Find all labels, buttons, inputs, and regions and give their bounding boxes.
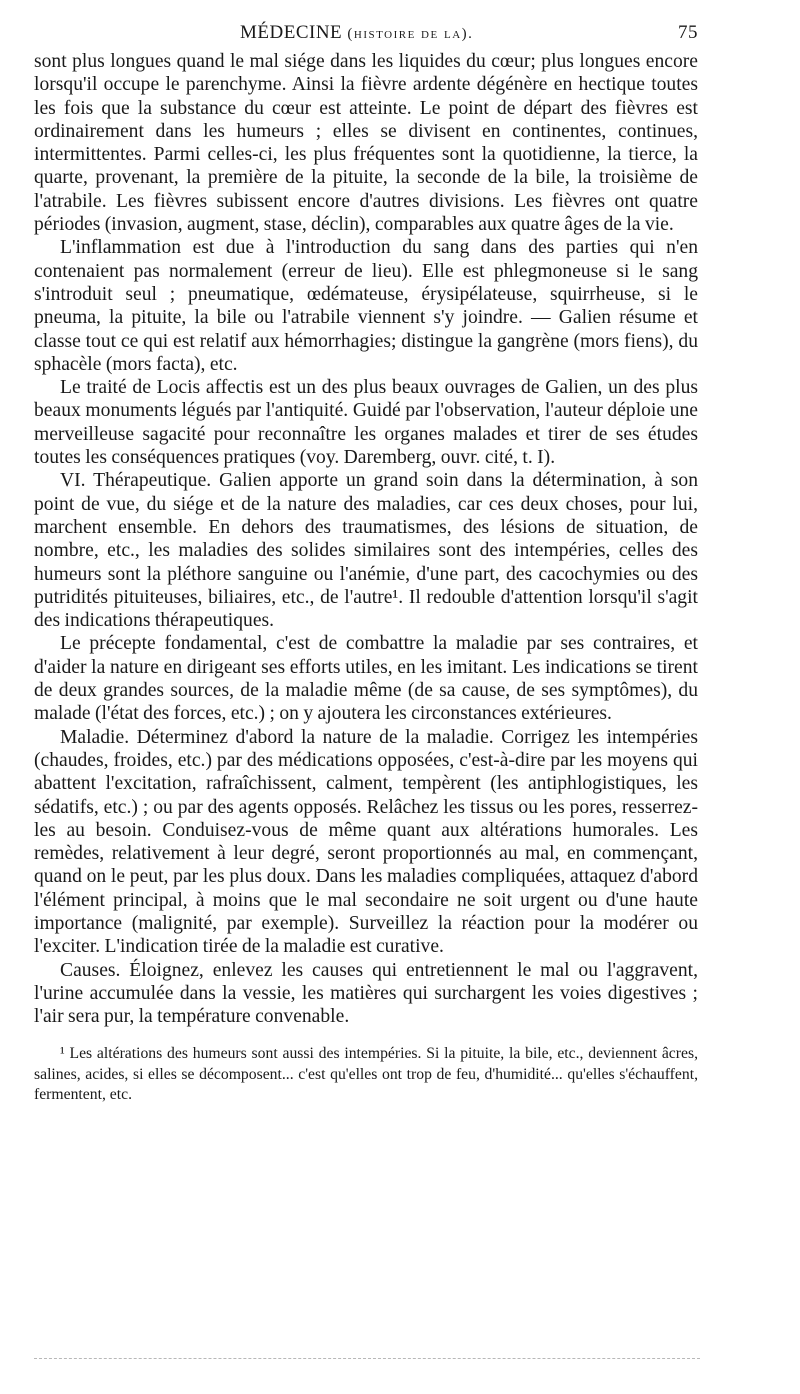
running-header	[34, 22, 698, 50]
header-title: MÉDECINE	[240, 22, 343, 43]
paragraph-precepte: Le précepte fondamental, c'est de combattre la maladie par ses contraires, et d'aider la nature en dirigeant ses efforts utiles, en les imitant. Les indications se tirent de deux grandes sources, de la maladie même (de sa cause, de ses symptômes), du malade (l'état des forces, etc.) ; on y ajoutera les circonstances extérieures.	[34, 633, 698, 725]
paragraph-locis-affectis: Le traité de Locis affectis est un des plus beaux ouvrages de Galien, un des plus beaux monuments légués par l'antiquité. Guidé par l'observation, l'auteur déploie une merveilleuse sagacité pour reconnaître les organes malades et tirer de ses études toutes les conséquences pratiques (voy. Daremberg, ouvr. cité, t. I).	[34, 377, 698, 469]
paragraph-maladie: Maladie. Déterminez d'abord la nature de la maladie. Corrigez les intempéries (chaudes, froides, etc.) par des médications opposées, c'est-à-dire par les moyens qui abattent l'excitation, rafraîchissent, calment, tempèrent (les antiphlogistiques, les sédatifs, etc.) ; ou par des agents opposés. Relâchez les tissus ou les pores, resserrez-les au besoin. Conduisez-vous de même quant aux altérations humorales. Les remèdes, relativement à leur degré, seront proportionnés au mal, en commençant, quand on le peut, par les plus doux. Dans les maladies compliquées, attaquez d'abord l'élément principal, à moins que le mal secondaire ne soit urgent ou d'une haute importance (malignité, par exemple). Surveillez la réaction pour la modérer ou l'exciter. L'indication tirée de la maladie est curative.	[34, 726, 698, 958]
footnote: ¹ Les altérations des humeurs sont aussi des intempéries. Si la pituite, la bile, etc., deviennent âcres, salines, acides, si elles se décomposent... c'est qu'elles ont trop de feu, d'humidité... qu'elles s'échauffent, fermentent, etc.	[34, 1045, 698, 1104]
body-text	[34, 50, 698, 1028]
paragraph-therapeutique: VI. Thérapeutique. Galien apporte un grand soin dans la détermination, à son point de vue, du siége et de la nature des maladies, car ces deux choses, pour lui, marchent ensemble. En dehors des traumatismes, des lésions de situation, de nombre, etc., les maladies des solides similaires sont des intempéries, celles des humeurs sont la pléthore sanguine ou l'anémie, d'une part, des cacochymies ou des putridités pituiteuses, biliaires, etc., de l'autre¹. Il redouble d'attention lorsqu'il s'agit des indications thérapeutiques.	[34, 470, 698, 632]
paragraph-inflammation: L'inflammation est due à l'introduction du sang dans des parties qui n'en contenaient pas normalement (erreur de lieu). Elle est phlegmoneuse si le sang s'introduit seul ; pneumatique, œdémateuse, érysipélateuse, squirrheuse, si le pneuma, la pituite, la bile ou l'atrabile viennent s'y joindre. — Galien résume et classe tout ce qui est relatif aux hémorrhagies; distingue la gangrène (mors fiens), du sphacèle (mors facta), etc.	[34, 237, 698, 375]
header-title-group	[240, 22, 473, 44]
paragraph-fevers: sont plus longues quand le mal siége dans les liquides du cœur; plus longues encore lorsqu'il occupe le parenchyme. Ainsi la fièvre ardente dégénère en hectique toutes les fois que la substance du cœur est atteinte. Le point de départ des fièvres est ordinairement dans les humeurs ; elles se divisent en continentes, continues, intermittentes. Parmi celles-ci, les plus fréquentes sont la quotidienne, la tierce, la quarte, provenant, la première de la pituite, la seconde de la bile, la troisième de l'atrabile. Les fièvres subissent encore d'autres divisions. Les fièvres ont quatre périodes (invasion, augment, stase, déclin), comparables aux quatre âges de la vie.	[34, 51, 698, 236]
bottom-rule	[34, 1358, 700, 1359]
header-subtitle: (histoire de la).	[347, 26, 474, 42]
footnote-separator	[34, 1028, 698, 1038]
paragraph-causes: Causes. Éloignez, enlevez les causes qui entretiennent le mal ou l'aggravent, l'urine accumulée dans la vessie, les matières qui surchargent les voies digestives ; l'air sera pur, la température convenable.	[34, 959, 698, 1028]
page-number: 75	[678, 22, 698, 43]
